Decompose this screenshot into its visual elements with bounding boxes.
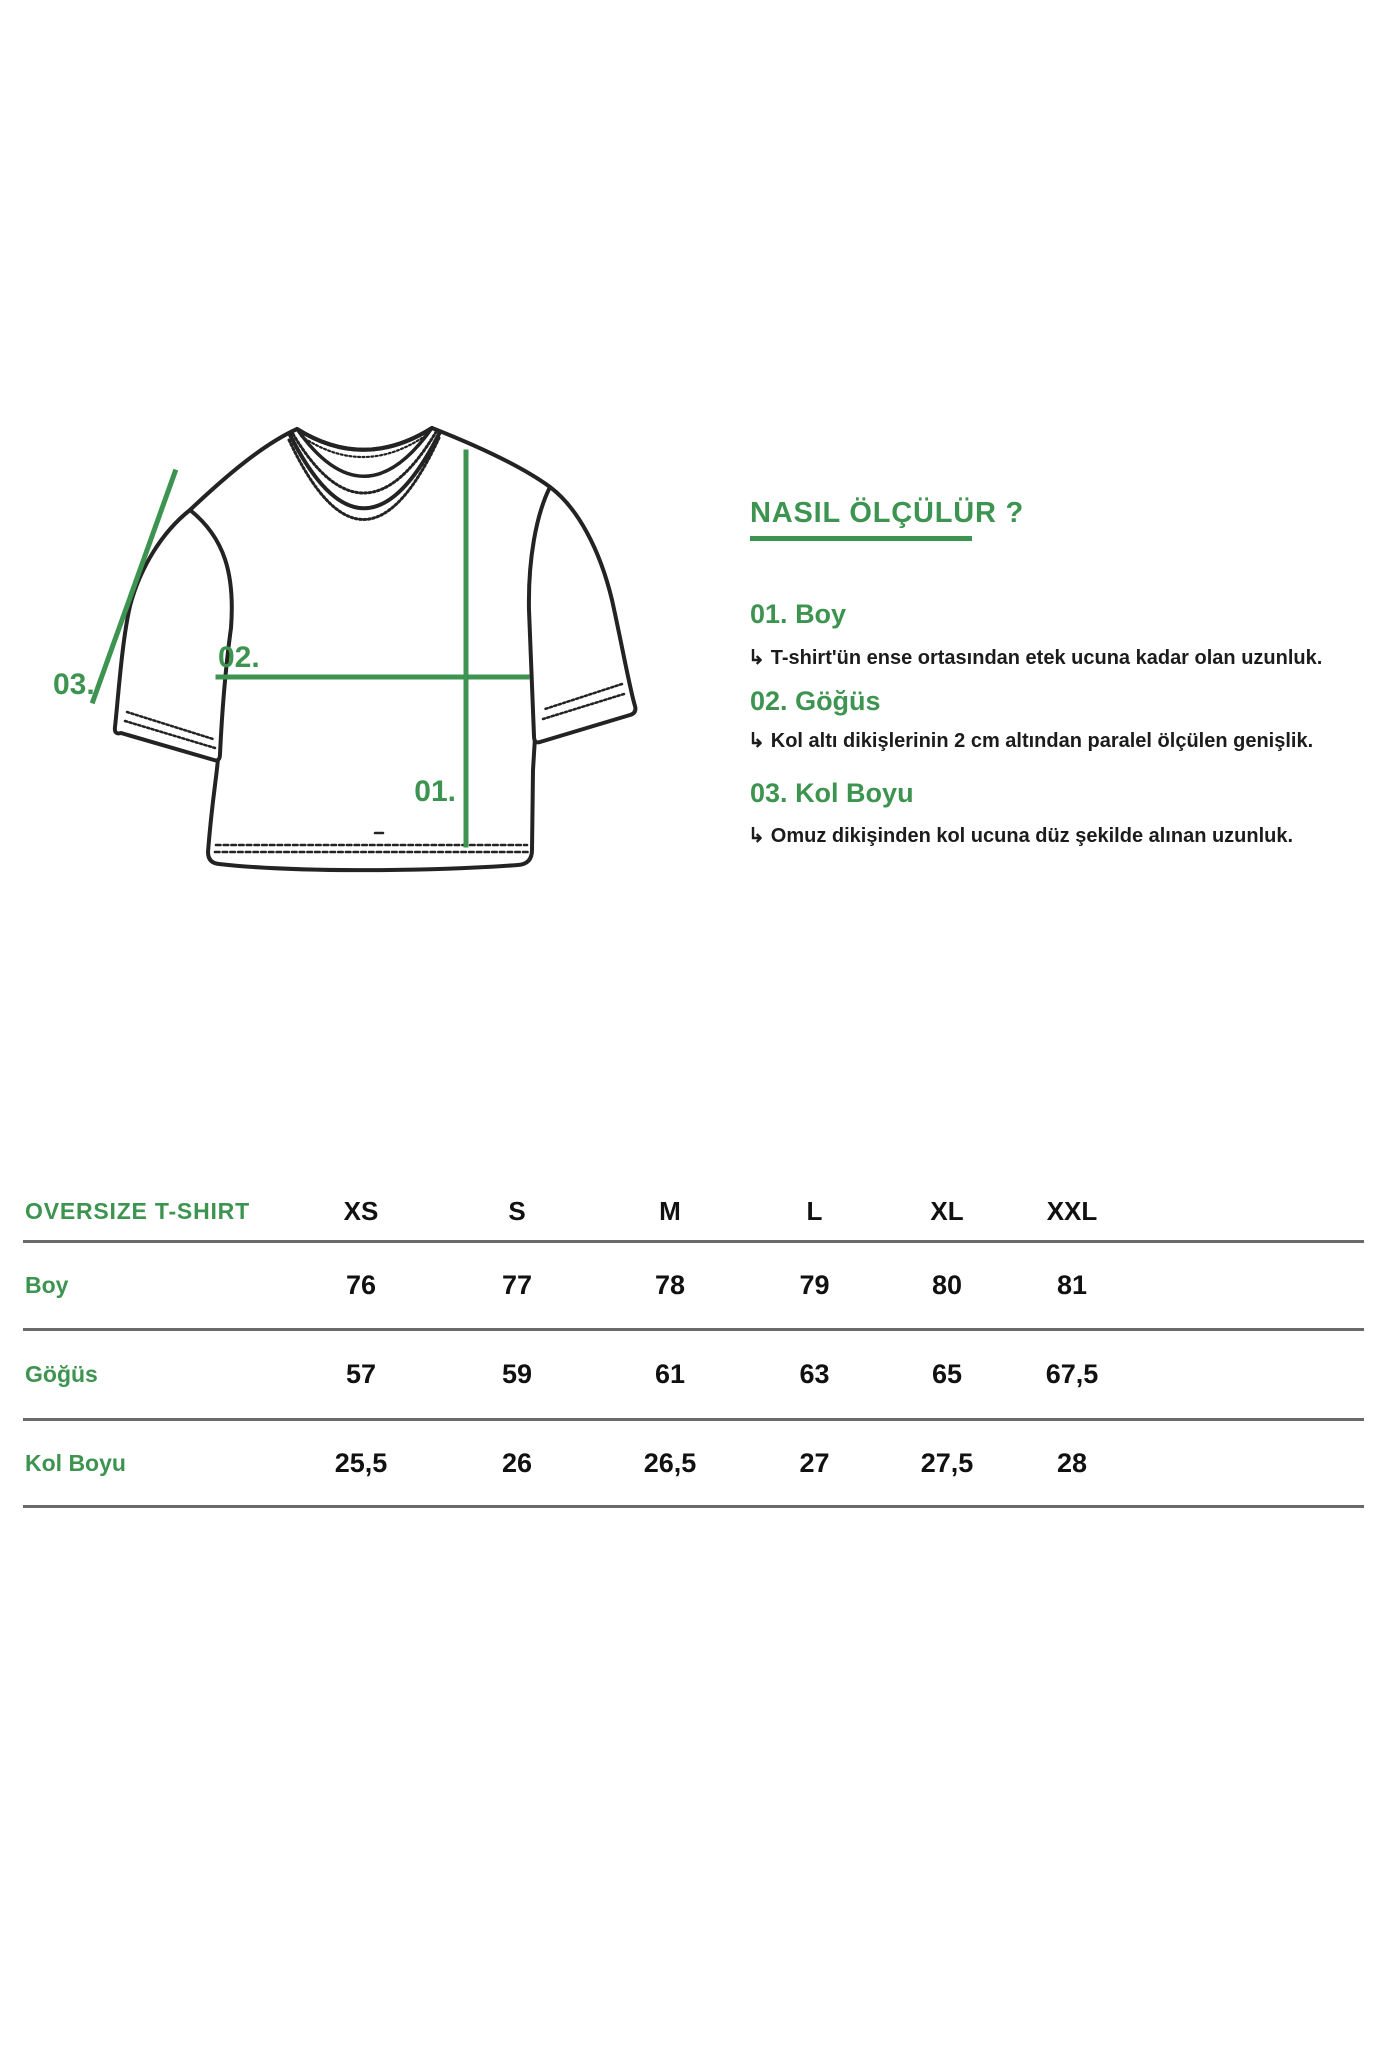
cell-value: 26,5	[643, 1447, 697, 1478]
measure-item-number: 01.	[750, 599, 788, 629]
measure-item-length-description	[748, 645, 1322, 670]
return-arrow-icon: ↳	[748, 825, 765, 847]
how-to-measure-title: NASIL ÖLÇÜLÜR ?	[750, 497, 1025, 529]
measure-item-chest-description	[748, 728, 1313, 753]
size-header-m: M	[659, 1196, 681, 1226]
size-header-s: S	[508, 1196, 526, 1226]
length-measure-label: 01.	[414, 775, 456, 808]
cell-value: 65	[931, 1359, 963, 1389]
cell-value: 25,5	[334, 1447, 388, 1478]
cell-value: 67,5	[1045, 1359, 1099, 1389]
measure-item-length-heading	[750, 599, 846, 630]
table-divider	[23, 1505, 1364, 1508]
tshirt-measurement-diagram	[40, 400, 680, 890]
return-arrow-icon: ↳	[748, 647, 765, 669]
cell-value: 57	[345, 1359, 377, 1389]
size-table-header-row	[23, 1183, 1364, 1240]
table-row-length	[23, 1243, 1364, 1328]
measure-item-description-text: T-shirt'ün ense ortasından etek ucuna kadar olan uzunluk.	[770, 647, 1323, 669]
size-header-xs: XS	[343, 1196, 379, 1226]
measure-item-name: Boy	[795, 599, 847, 629]
row-label: Boy	[25, 1272, 69, 1298]
cell-value: 81	[1056, 1270, 1088, 1300]
measure-item-sleeve-heading	[750, 778, 914, 809]
size-header-l: L	[806, 1196, 823, 1226]
return-arrow-icon: ↳	[748, 730, 765, 752]
cell-value: 78	[654, 1270, 686, 1300]
measure-item-name: Kol Boyu	[795, 778, 914, 808]
table-row-chest	[23, 1331, 1364, 1418]
measure-item-sleeve-description	[748, 823, 1293, 848]
cell-value: 26	[501, 1447, 533, 1478]
cell-value: 76	[345, 1270, 377, 1300]
measure-item-description-text: Omuz dikişinden kol ucuna düz şekilde alınan uzunluk.	[770, 825, 1294, 847]
size-header-xl: XL	[930, 1196, 964, 1226]
cell-value: 77	[501, 1270, 533, 1300]
measure-item-number: 03.	[750, 778, 788, 808]
cell-value: 27,5	[920, 1447, 974, 1478]
cell-value: 59	[501, 1359, 533, 1389]
row-label: Kol Boyu	[25, 1449, 126, 1476]
size-header-xxl: XXL	[1046, 1196, 1098, 1226]
cell-value: 27	[799, 1447, 830, 1478]
row-label: Göğüs	[25, 1361, 98, 1387]
tshirt-diagram-svg	[40, 400, 680, 890]
table-row-sleeve	[23, 1421, 1364, 1505]
cell-value: 80	[931, 1270, 963, 1300]
cell-value: 61	[654, 1359, 686, 1389]
cell-value: 28	[1056, 1447, 1088, 1478]
cell-value: 63	[799, 1359, 830, 1389]
measure-item-name: Göğüs	[795, 686, 881, 716]
cell-value: 79	[799, 1270, 830, 1300]
measure-item-chest-heading	[750, 686, 881, 717]
sleeve-measure-label: 03.	[53, 668, 95, 701]
size-table	[23, 1183, 1364, 1508]
title-underline	[750, 536, 972, 541]
product-name: OVERSIZE T-SHIRT	[25, 1198, 250, 1224]
measure-item-number: 02.	[750, 686, 788, 716]
right-sleeve-outline	[529, 487, 636, 742]
measure-item-description-text: Kol altı dikişlerinin 2 cm altından paralel ölçülen genişlik.	[770, 730, 1314, 752]
chest-measure-label: 02.	[218, 641, 260, 674]
